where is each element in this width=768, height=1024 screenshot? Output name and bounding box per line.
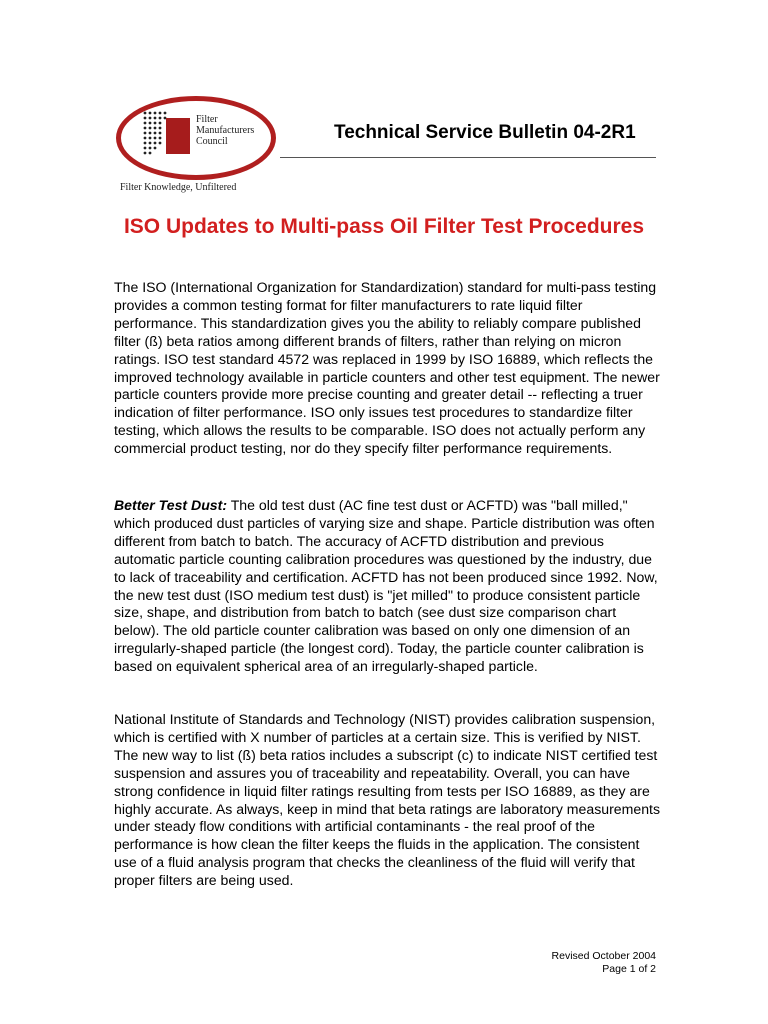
paragraph-body: The old test dust (AC fine test dust or ACFTD) was "ball milled," which produced dust particles of varying size and shape. Particle distribution was often different from batch to batch. The accuracy of ACFTD distribution and previous automatic particle counting calibration procedures was questioned by the industry, due to lack of traceability and certification. ACFTD has not been produced since 1992. Now, the new test dust (ISO medium test dust) is "jet milled" to produce consistent particle size, shape, and distribution from batch to batch (see dust size comparison chart below). The old particle counter calibration was based on only one dimension of an irregularly-shaped particle (the longest cord). Today, the particle counter calibration is based on equivalent spherical area of an irregularly-shaped particle. [114,497,658,675]
logo-name-line: Council [196,136,228,147]
document-title: ISO Updates to Multi-pass Oil Filter Test Procedures [123,215,645,238]
logo-red-square [166,118,190,154]
revision-date: Revised October 2004 [551,950,656,962]
logo-name-line: Manufacturers [196,125,255,136]
paragraph-test-dust [114,497,662,676]
paragraph-lead-in: Better Test Dust: [114,497,228,513]
paragraph-intro: The ISO (International Organization for Standardization) standard for multi-pass testing provides a common testing format for filter manufacturers to rate liquid filter performance. This standardization gives you the ability to reliably compare published filter (ß) beta ratios among different brands of filters, rather than relying on micron ratings. ISO test standard 4572 was replaced in 1999 by ISO 16889, which reflects the improved technology available in particle counters and other test equipment. The newer particle counters provide more precise counting and greater detail -- reflecting a truer indication of filter performance. ISO only issues test procedures to standardize filter testing, which allows the results to be comparable. ISO does not actually perform any commercial product testing, nor do they specify filter performance requirements. [114,279,660,457]
paragraph-nist: National Institute of Standards and Technology (NIST) provides calibration suspension, which is certified with X number of particles at a certain size. This is verified by NIST. The new way to list (ß) beta ratios includes a subscript (c) to indicate NIST certified test suspension and assures you of traceability and repeatability. Overall, you can have strong confidence in liquid filter ratings resulting from tests per ISO 16889, as they are highly accurate. As always, keep in mind that beta ratings are laboratory measurements under steady flow conditions with artificial contaminants - the real proof of the performance is how clean the filter keeps the fluids in the application. The consistent use of a fluid analysis program that checks the cleanliness of the fluid will verify that proper filters are being used. [114,711,661,889]
logo-name-line: Filter [196,114,218,125]
page-footer [552,950,656,976]
bulletin-title: Technical Service Bulletin 04-2R1 [334,122,636,143]
page-number: Page 1 of 2 [602,963,656,975]
header-divider [280,157,656,158]
fmc-logo [116,96,280,196]
logo-name [196,114,254,147]
logo-tagline: Filter Knowledge, Unfiltered [120,182,237,193]
